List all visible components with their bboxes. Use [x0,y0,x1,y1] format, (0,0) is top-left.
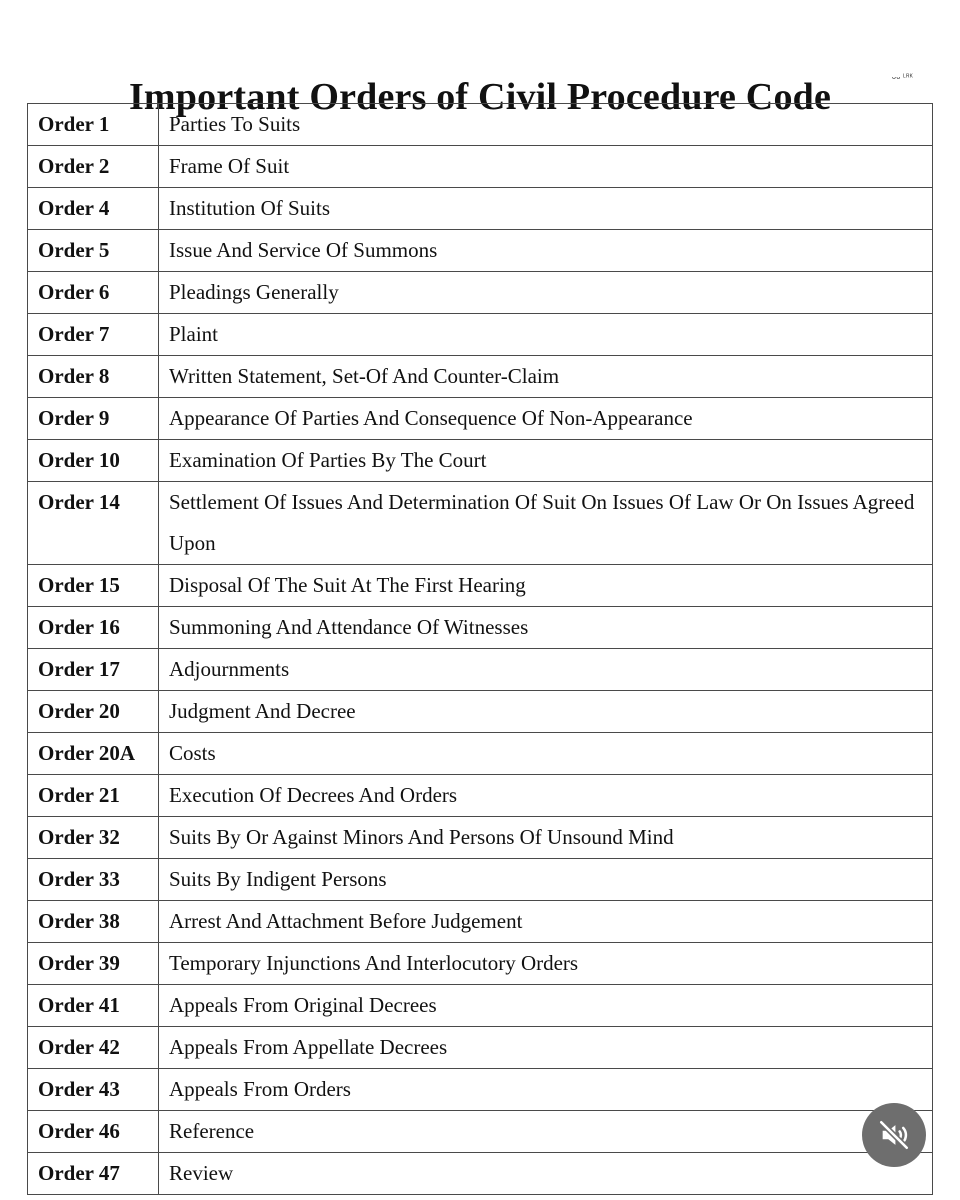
order-subject: Execution Of Decrees And Orders [159,775,933,817]
order-subject: Pleadings Generally [159,272,933,314]
orders-table [27,103,933,1195]
table-row [28,1153,933,1195]
order-number: Order 17 [28,649,159,691]
corner-watermark: ᴗᴗ ᴸᴿᴷ [892,74,914,81]
order-number: Order 10 [28,440,159,482]
order-number: Order 2 [28,146,159,188]
order-subject: Reference [159,1111,933,1153]
table-row [28,691,933,733]
order-number: Order 38 [28,901,159,943]
order-subject: Arrest And Attachment Before Judgement [159,901,933,943]
orders-table-body [28,104,933,1195]
table-row [28,817,933,859]
order-subject: Costs [159,733,933,775]
order-number: Order 47 [28,1153,159,1195]
order-number: Order 15 [28,565,159,607]
order-number: Order 8 [28,356,159,398]
order-subject: Examination Of Parties By The Court [159,440,933,482]
order-number: Order 6 [28,272,159,314]
order-number: Order 14 [28,482,159,565]
order-number: Order 43 [28,1069,159,1111]
order-subject: Institution Of Suits [159,188,933,230]
order-subject: Summoning And Attendance Of Witnesses [159,607,933,649]
order-subject: Plaint [159,314,933,356]
table-row [28,859,933,901]
order-number: Order 21 [28,775,159,817]
table-row [28,565,933,607]
table-row [28,775,933,817]
table-row [28,943,933,985]
table-row [28,188,933,230]
order-subject: Appearance Of Parties And Consequence Of Non-Appearance [159,398,933,440]
table-row [28,230,933,272]
order-subject: Appeals From Original Decrees [159,985,933,1027]
order-subject: Settlement Of Issues And Determination Of Suit On Issues Of Law Or On Issues Agreed Upon [159,482,933,565]
table-row [28,314,933,356]
order-subject: Frame Of Suit [159,146,933,188]
table-row [28,985,933,1027]
order-number: Order 33 [28,859,159,901]
table-row [28,1111,933,1153]
order-number: Order 1 [28,104,159,146]
order-subject: Disposal Of The Suit At The First Hearing [159,565,933,607]
order-subject: Parties To Suits [159,104,933,146]
table-row [28,1069,933,1111]
table-row [28,1027,933,1069]
table-row [28,398,933,440]
order-subject: Issue And Service Of Summons [159,230,933,272]
order-number: Order 20 [28,691,159,733]
order-number: Order 42 [28,1027,159,1069]
order-number: Order 39 [28,943,159,985]
order-subject: Appeals From Appellate Decrees [159,1027,933,1069]
table-row [28,440,933,482]
order-subject: Written Statement, Set-Of And Counter-Claim [159,356,933,398]
table-row [28,649,933,691]
order-number: Order 46 [28,1111,159,1153]
order-number: Order 7 [28,314,159,356]
order-subject: Temporary Injunctions And Interlocutory Orders [159,943,933,985]
table-row [28,901,933,943]
order-subject: Judgment And Decree [159,691,933,733]
order-number: Order 5 [28,230,159,272]
table-row [28,607,933,649]
order-subject: Suits By Or Against Minors And Persons Of Unsound Mind [159,817,933,859]
order-number: Order 41 [28,985,159,1027]
table-row [28,104,933,146]
order-subject: Appeals From Orders [159,1069,933,1111]
page-title: Important Orders of Civil Procedure Code [128,76,832,119]
mute-button[interactable] [862,1103,926,1167]
order-subject: Review [159,1153,933,1195]
table-row [28,146,933,188]
table-row [28,272,933,314]
order-subject: Adjournments [159,649,933,691]
order-number: Order 20A [28,733,159,775]
order-number: Order 9 [28,398,159,440]
speaker-muted-icon [877,1118,911,1152]
order-subject: Suits By Indigent Persons [159,859,933,901]
table-row [28,482,933,565]
order-number: Order 32 [28,817,159,859]
table-row [28,356,933,398]
order-number: Order 4 [28,188,159,230]
order-number: Order 16 [28,607,159,649]
table-row [28,733,933,775]
